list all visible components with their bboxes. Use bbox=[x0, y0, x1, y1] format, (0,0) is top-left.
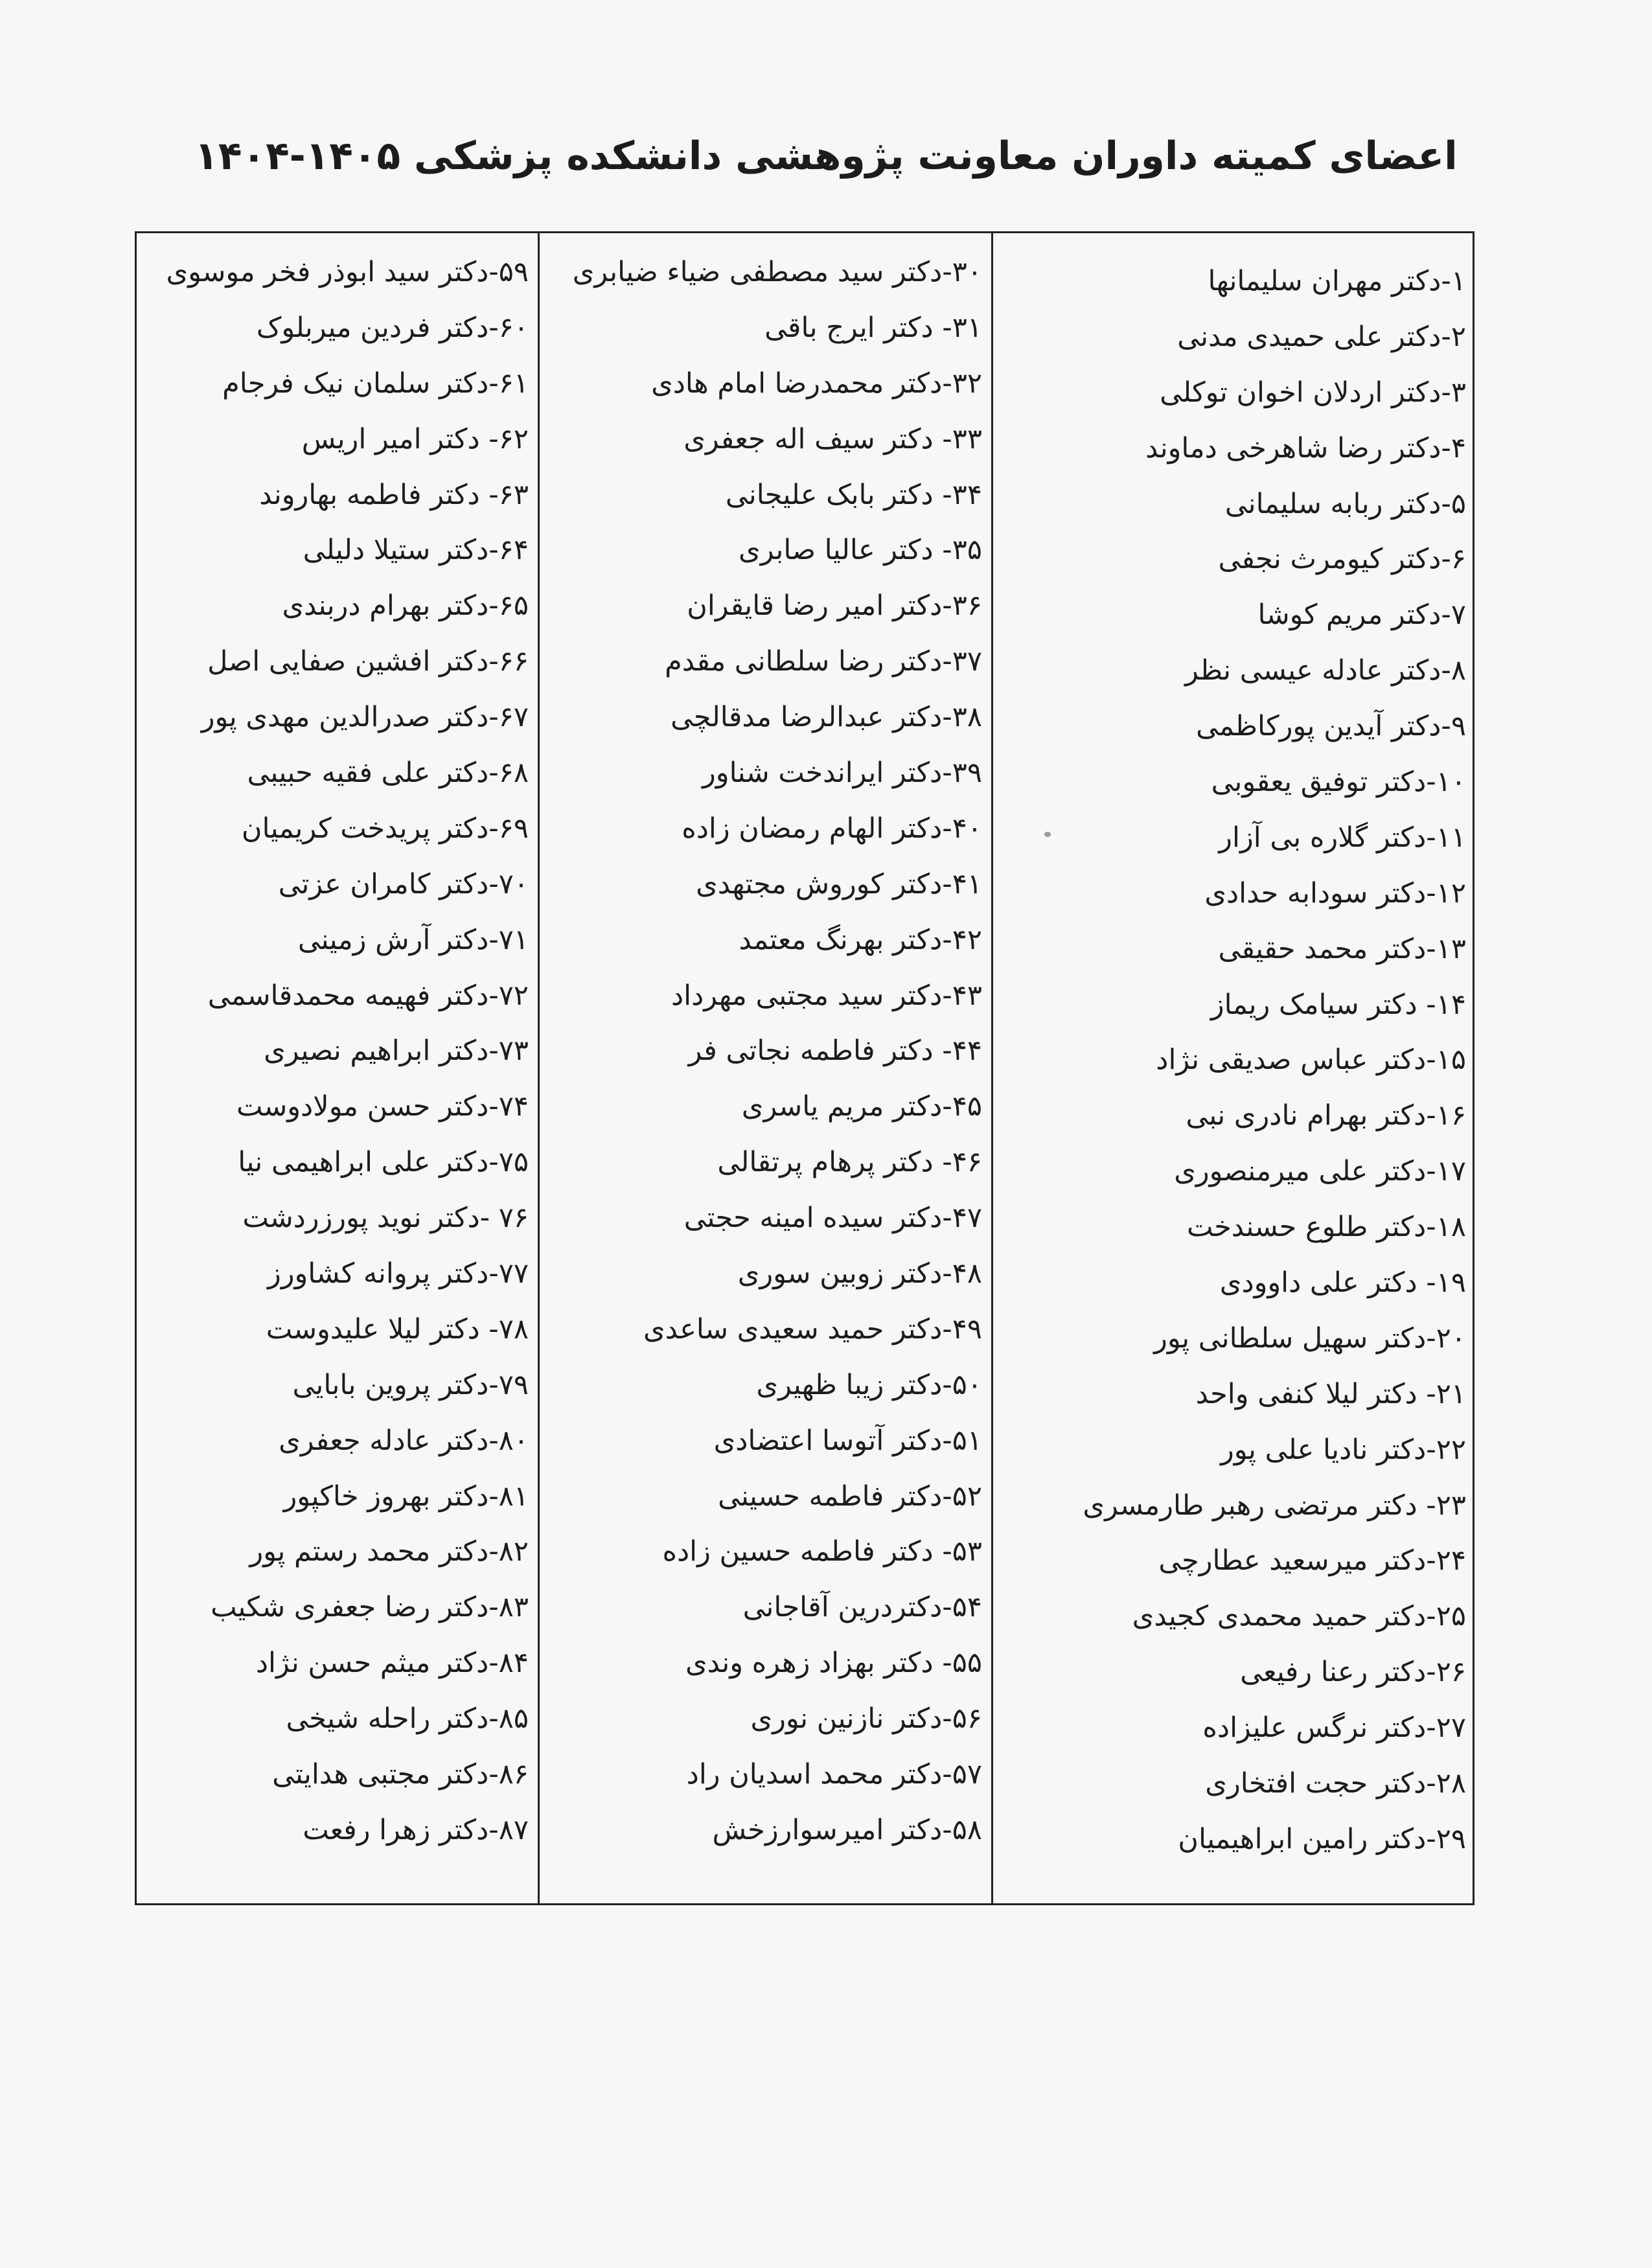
member-entry: ۸۱-دکتر بهروز خاکپور bbox=[283, 1480, 529, 1513]
member-entry: ۴۰-دکتر الهام رمضان زاده bbox=[682, 812, 982, 845]
member-entry: ۶-دکتر کیومرث نجفی bbox=[1218, 543, 1466, 576]
member-entry: ۷۱-دکتر آرش زمینی bbox=[297, 923, 529, 956]
member-entry: ۵۹-دکتر سید ابوذر فخر موسوی bbox=[166, 256, 529, 288]
member-entry: ۲۱- دکتر لیلا کنفی واحد bbox=[1195, 1377, 1466, 1410]
member-entry: ۴-دکتر رضا شاهرخی دماوند bbox=[1145, 431, 1466, 464]
member-entry: ۳۵- دکتر عالیا صابری bbox=[739, 534, 982, 567]
member-entry: ۳۹-دکتر ایراندخت شناور bbox=[702, 757, 982, 790]
member-entry: ۵۲-دکتر فاطمه حسینی bbox=[718, 1480, 982, 1513]
member-entry: ۵۰-دکتر زیبا ظهیری bbox=[756, 1368, 982, 1401]
member-entry: ۲۰-دکتر سهیل سلطانی پور bbox=[1154, 1322, 1466, 1355]
member-entry: ۱-دکتر مهران سلیمانها bbox=[1208, 265, 1466, 297]
member-entry: ۲۷-دکتر نرگس علیزاده bbox=[1202, 1712, 1466, 1745]
member-entry: ۷۳-دکتر ابراهیم نصیری bbox=[264, 1035, 529, 1068]
member-entry: ۶۲- دکتر امیر اریس bbox=[301, 422, 529, 455]
member-entry: ۲-دکتر علی حمیدی مدنی bbox=[1177, 320, 1466, 353]
member-entry: ۴۷-دکتر سیده امینه حجتی bbox=[683, 1202, 982, 1235]
member-entry: ۴۹-دکتر حمید سعیدی ساعدی bbox=[643, 1312, 982, 1346]
member-entry: ۷۴-دکتر حسن مولادوست bbox=[236, 1090, 529, 1123]
member-entry: ۱۹- دکتر علی داوودی bbox=[1219, 1266, 1466, 1300]
member-entry: ۳-دکتر اردلان اخوان توکلی bbox=[1160, 376, 1466, 409]
member-entry: ۸-دکتر عادله عیسی نظر bbox=[1185, 654, 1466, 687]
member-entry: ۸۷-دکتر زهرا رفعت bbox=[303, 1813, 529, 1846]
member-entry: ۴۱-دکتر کوروش مجتهدی bbox=[696, 867, 982, 900]
members-column-2 bbox=[540, 233, 993, 1903]
member-entry: ۲۹-دکتر رامین ابراهیمیان bbox=[1178, 1822, 1466, 1855]
member-entry: ۶۷-دکتر صدرالدین مهدی پور bbox=[201, 701, 529, 734]
member-entry: ۶۰-دکتر فردین میربلوک bbox=[256, 311, 529, 344]
member-entry: ۸۶-دکتر مجتبی هدایتی bbox=[272, 1758, 529, 1791]
member-entry: ۶۱-دکتر سلمان نیک فرجام bbox=[222, 367, 529, 400]
member-entry: ۶۴-دکتر ستیلا دلیلی bbox=[303, 534, 529, 567]
members-column-1 bbox=[993, 233, 1473, 1903]
member-entry: ۸۰-دکتر عادله جعفری bbox=[279, 1424, 529, 1457]
member-entry: ۲۸-دکتر حجت افتخاری bbox=[1205, 1767, 1466, 1800]
member-entry: ۱۰-دکتر توفیق یعقوبی bbox=[1211, 766, 1466, 799]
member-entry: ۷-دکتر مریم کوشا bbox=[1257, 599, 1466, 632]
member-entry: ۳۸-دکتر عبدالرضا مدقالچی bbox=[671, 701, 982, 734]
page-title: اعضای کمیته داوران معاونت پژوهشی دانشکده پزشکی ۱۴۰۵-۱۴۰۴ bbox=[194, 133, 1458, 179]
members-column-3 bbox=[137, 233, 540, 1903]
member-entry: ۶۵-دکتر بهرام دربندی bbox=[282, 590, 529, 623]
member-entry: ۷۶ -دکتر نوید پورزردشت bbox=[242, 1202, 529, 1235]
member-entry: ۱۵-دکتر عباس صدیقی نژاد bbox=[1156, 1044, 1466, 1077]
member-entry: ۵۷-دکتر محمد اسدیان راد bbox=[686, 1758, 982, 1791]
member-entry: ۵۶-دکتر نازنین نوری bbox=[750, 1702, 982, 1735]
member-entry: ۶۳- دکتر فاطمه بهاروند bbox=[259, 478, 529, 511]
member-entry: ۴۵-دکتر مریم یاسری bbox=[741, 1090, 982, 1123]
member-entry: ۸۵-دکتر راحله شیخی bbox=[286, 1702, 529, 1735]
member-entry: ۷۷-دکتر پروانه کشاورز bbox=[267, 1257, 529, 1290]
member-entry: ۸۳-دکتر رضا جعفری شکیب bbox=[211, 1591, 529, 1624]
member-entry: ۶۶-دکتر افشین صفایی اصل bbox=[207, 645, 529, 678]
member-entry: ۲۵-دکتر حمید محمدی کجیدی bbox=[1132, 1600, 1466, 1633]
member-entry: ۷۹-دکتر پروین بابایی bbox=[292, 1368, 529, 1401]
member-entry: ۳۶-دکتر امیر رضا قایقران bbox=[687, 590, 982, 623]
member-entry: ۴۲-دکتر بهرنگ معتمد bbox=[739, 923, 982, 956]
member-entry: ۳۷-دکتر رضا سلطانی مقدم bbox=[665, 645, 982, 678]
member-entry: ۱۲-دکتر سودابه حدادی bbox=[1204, 876, 1466, 910]
member-entry: ۵۱-دکتر آتوسا اعتضادی bbox=[713, 1424, 982, 1457]
member-entry: ۵۴-دکتردرین آقاجانی bbox=[742, 1591, 982, 1624]
member-entry: ۱۴- دکتر سیامک ریماز bbox=[1210, 988, 1466, 1021]
member-entry: ۲۲-دکتر نادیا علی پور bbox=[1220, 1433, 1466, 1466]
member-entry: ۵۸-دکتر امیرسوارزخش bbox=[712, 1813, 982, 1846]
scan-speck bbox=[1044, 832, 1051, 837]
committee-members-table bbox=[135, 231, 1474, 1905]
member-entry: ۴۴- دکتر فاطمه نجاتی فر bbox=[688, 1035, 982, 1068]
member-entry: ۲۳- دکتر مرتضی رهبر طارمسری bbox=[1083, 1489, 1466, 1522]
member-entry: ۳۰-دکتر سید مصطفی ضیاء ضیابری bbox=[572, 256, 982, 288]
member-entry: ۴۶- دکتر پرهام پرتقالی bbox=[717, 1146, 982, 1179]
member-entry: ۱۸-دکتر طلوع حسندخت bbox=[1187, 1211, 1466, 1244]
member-entry: ۷۸- دکتر لیلا علیدوست bbox=[266, 1312, 529, 1346]
member-entry: ۶۹-دکتر پریدخت کریمیان bbox=[241, 812, 529, 845]
member-entry: ۹-دکتر آیدین پورکاظمی bbox=[1196, 710, 1466, 743]
member-entry: ۶۸-دکتر علی فقیه حبیبی bbox=[247, 757, 529, 790]
member-entry: ۱۱-دکتر گلاره بی آزار bbox=[1219, 821, 1466, 854]
member-entry: ۱۳-دکتر محمد حقیقی bbox=[1218, 932, 1466, 965]
member-entry: ۸۲-دکتر محمد رستم پور bbox=[249, 1535, 529, 1568]
member-entry: ۴۸-دکتر زوبین سوری bbox=[737, 1257, 982, 1290]
member-entry: ۷۰-دکتر کامران عزتی bbox=[278, 867, 529, 900]
member-entry: ۱۷-دکتر علی میرمنصوری bbox=[1174, 1155, 1466, 1188]
member-entry: ۱۶-دکتر بهرام نادری نبی bbox=[1186, 1099, 1466, 1132]
member-entry: ۸۴-دکتر میثم حسن نژاد bbox=[255, 1647, 529, 1680]
member-entry: ۳۴- دکتر بابک علیجانی bbox=[725, 478, 982, 511]
member-entry: ۳۳- دکتر سیف اله جعفری bbox=[683, 422, 982, 455]
member-entry: ۳۱- دکتر ایرج باقی bbox=[764, 311, 982, 344]
member-entry: ۵۵- دکتر بهزاد زهره وندی bbox=[685, 1647, 982, 1680]
member-entry: ۵۳- دکتر فاطمه حسین زاده bbox=[662, 1535, 982, 1568]
member-entry: ۲۴-دکتر میرسعید عطارچی bbox=[1158, 1544, 1466, 1577]
member-entry: ۷۲-دکتر فهیمه محمدقاسمی bbox=[207, 979, 529, 1012]
member-entry: ۳۲-دکتر محمدرضا امام هادی bbox=[651, 367, 982, 400]
member-entry: ۵-دکتر ربابه سلیمانی bbox=[1224, 487, 1466, 520]
member-entry: ۷۵-دکتر علی ابراهیمی نیا bbox=[238, 1146, 529, 1179]
member-entry: ۲۶-دکتر رعنا رفیعی bbox=[1240, 1656, 1466, 1689]
member-entry: ۴۳-دکتر سید مجتبی مهرداد bbox=[671, 979, 982, 1012]
